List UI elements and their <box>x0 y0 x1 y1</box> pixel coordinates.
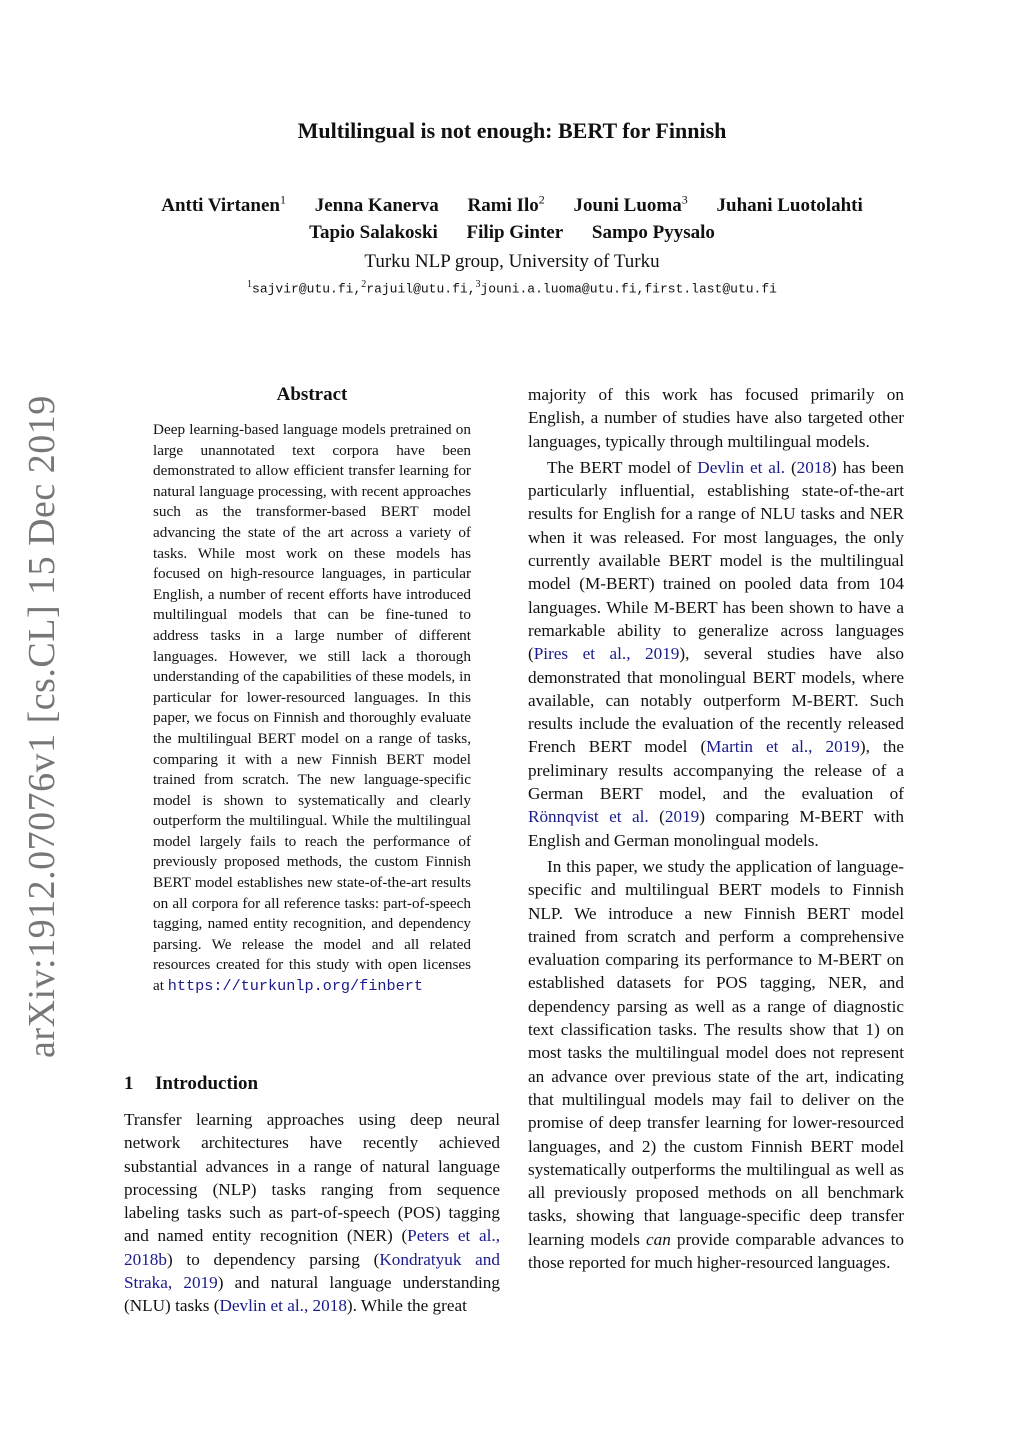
introduction-paragraph-1: Transfer learning approaches using deep neural network architectures have recently achieved substantial advances in a range of natural language processing (NLP) tasks ranging from sequence labeling tasks such as part-of-speech (POS) tagging and named entity recognition (NER) (Peters et al., 2018b) to dependency parsing (Kondratyuk and Straka, 2019) and natural language understanding (NLU) tasks (Devlin et al., 2018). While the great <box>124 1110 501 1316</box>
section-title: Introduction <box>155 1073 259 1094</box>
email-address: rajuil@utu.fi <box>366 281 468 297</box>
author-name: Jouni Luoma$^3$ <box>573 193 688 217</box>
author-name: Sampo Pyysalo <box>591 222 715 243</box>
citation-link[interactable]: Pires et al., 2019 <box>533 644 680 664</box>
introduction-paragraph-1-continued: majority of this work has focused primarily on English, a number of studies have also targeted other languages, typically through multilingual models. <box>528 385 904 451</box>
email-address: jouni.a.luoma@utu.fi <box>480 281 637 297</box>
email-address: first.last@utu.fi <box>644 281 777 297</box>
author-name: Rami Ilo$^2$ <box>467 193 545 217</box>
citation-link[interactable]: Kondratyuk and Straka, 2019 <box>124 1249 500 1293</box>
right-text-column <box>528 383 904 1277</box>
abstract-text: Deep learning-based language models pretrained on large unannotated text corpora have been demonstrated to allow efficient transfer learning for natural language processing, with recent approaches such as the transformer-based BERT model advancing the state of the art across a variety of tasks. While most work on these models has focused on high-resource languages, in particular English, a number of recent efforts have introduced multilingual models that can be fine-tuned to address tasks in a large number of different languages. However, we still lack a thorough understanding of the capabilities of these models, in particular for lower-resourced languages. In this paper, we focus on Finnish and thoroughly evaluate the multilingual BERT model on a range of tasks, comparing it with a new Finnish BERT model trained from scratch. The new language-specific model is shown to systematically and clearly outperform the multilingual. While the multilingual model largely fails to reach the performance of previously proposed methods, the custom Finnish BERT model establishes new state-of-the-art results on all corpora for all reference tasks: part-of-speech tagging, named entity recognition, and dependency parsing. We release the model and all related resources created for this study with open licenses at https://turkunlp.org/finbert <box>153 421 471 996</box>
citation-link[interactable]: Devlin et al., 2018 <box>219 1296 347 1316</box>
author-list-line-1 <box>0 193 1024 217</box>
citation-link[interactable]: Martin et al., 2019 <box>706 737 860 757</box>
affiliation: Turku NLP group, University of Turku <box>364 251 660 272</box>
author-name: Tapio Salakoski <box>309 222 438 243</box>
emphasis-text: can <box>646 1229 671 1249</box>
arxiv-identifier-stamp: arXiv:1912.07076v1 [cs.CL] 15 Dec 2019 <box>21 395 63 1058</box>
author-name: Antti Virtanen$^1$ <box>161 193 286 217</box>
author-emails: $^1$sajvir@utu.fi,$^2$rajuil@utu.fi,$^3$jouni.a.luoma@utu.fi,first.last@utu.fi <box>247 279 777 297</box>
email-address: sajvir@utu.fi <box>252 281 354 297</box>
citation-link[interactable]: 2018 <box>796 457 832 477</box>
finbert-url-link[interactable]: https://turkunlp.org/finbert <box>167 977 423 996</box>
author-name: Jenna Kanerva <box>314 195 439 217</box>
section-number: 1 <box>124 1073 134 1094</box>
citation-link[interactable]: Rönnqvist et al. <box>528 807 649 827</box>
citation-link[interactable]: 2019 <box>664 807 700 827</box>
introduction-paragraph-2: The BERT model of Devlin et al. (2018) has been particularly influential, establishing state-of-the-art results for English for a range of NLU tasks and NER when it was released. For most languages, the only currently available BERT model is the multilingual model (M-BERT) trained on pooled data from 104 languages. While M-BERT has been shown to have a remarkable ability to generalize across languages (Pires et al., 2019), several studies have also demonstrated that monolingual BERT models, where available, can notably outperform M-BERT. Such results include the evaluation of the recently released French BERT model (Martin et al., 2019), the preliminary results accompanying the release of a German BERT model, and the evaluation of Rönnqvist et al. (2019) comparing M-BERT with English and German monolingual models. <box>528 457 905 850</box>
author-name: Filip Ginter <box>466 222 564 243</box>
paper-title: Multilingual is not enough: BERT for Finnish <box>297 118 727 143</box>
abstract-heading: Abstract <box>276 384 348 405</box>
introduction-paragraph-3: In this paper, we study the application of language-specific and multilingual BERT models to Finnish NLP. We introduce a new Finnish BERT model trained from scratch and perform a comprehensive evaluation comparing its performance to M-BERT on established datasets for POS tagging, NER, and dependency parsing as well as a range of diagnostic text classification tasks. The results show that 1) on most tasks the multilingual model does not represent an advance over previous state of the art, indicating that multilingual models may fail to deliver on the promise of deep transfer learning for lower-resourced languages, and 2) the custom Finnish BERT model systematically outperforms the multilingual as well as all previously proposed methods on all benchmark tasks, showing that language-specific deep transfer learning models can provide comparable advances to those reported for much higher-resourced languages. <box>528 856 904 1272</box>
section-heading-introduction <box>124 1073 500 1095</box>
author-name: Juhani Luotolahti <box>716 195 863 217</box>
author-list-line-2 <box>0 222 1024 244</box>
citation-link[interactable]: Devlin et al. <box>697 457 786 477</box>
citation-link[interactable]: Peters et al., 2018b <box>124 1226 501 1269</box>
